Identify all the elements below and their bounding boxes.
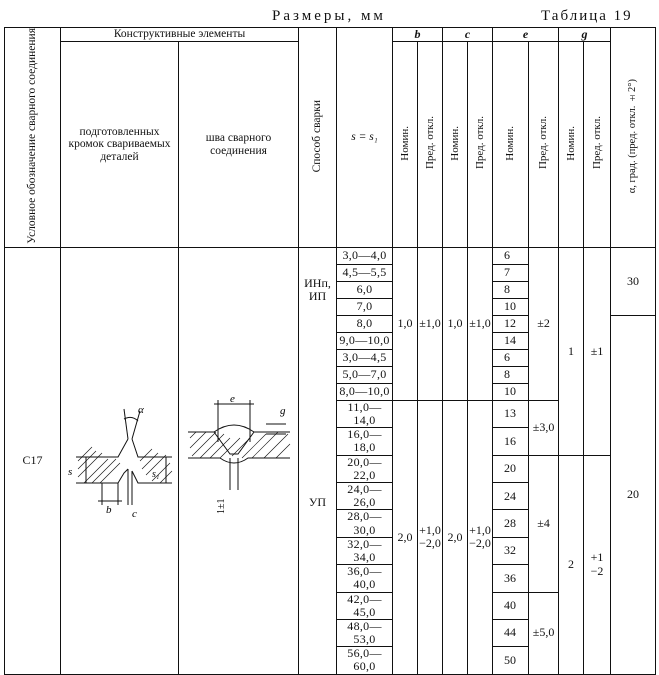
g-nom-group2: 2 — [559, 455, 584, 674]
b-dev-group1: ±1,0 — [418, 247, 443, 400]
s-value: 32,0—34,0 — [337, 537, 393, 564]
seam-drawing-cell — [179, 247, 299, 674]
s-header: s = s₁ — [337, 28, 393, 248]
weld-seam-drawing — [180, 394, 298, 524]
e-value: 7 — [493, 264, 529, 281]
e-value: 12 — [493, 315, 529, 332]
c-nom-group2: 2,0 — [443, 400, 468, 674]
alpha-header-text: α, град. (пред. откл. ±2°) — [627, 78, 639, 193]
weld-seam-header: шва сварного соединения — [179, 42, 299, 248]
e-dev-3: ±4 — [529, 455, 559, 592]
s-value: 28,0—30,0 — [337, 510, 393, 537]
s-value: 20,0—22,0 — [337, 455, 393, 482]
e-dev-2: ±3,0 — [529, 400, 559, 455]
e-label: e — [229, 394, 235, 406]
alpha-header — [611, 28, 656, 248]
s-value: 3,0—4,0 — [337, 247, 393, 264]
s-label: s — [67, 466, 72, 479]
g-dev-text: Пред. откл. — [591, 116, 603, 170]
tolerance-label: 1±1 — [215, 498, 227, 515]
b-dev-group2: +1,0 −2,0 — [418, 400, 443, 674]
c-dev-header — [468, 42, 493, 248]
e-dev-4: ±5,0 — [529, 592, 559, 674]
e-value: 10 — [493, 383, 529, 400]
s-value: 8,0 — [337, 315, 393, 332]
e-value: 16 — [493, 428, 529, 455]
s-value: 6,0 — [337, 281, 393, 298]
c-nom-header — [443, 42, 468, 248]
designation-header-text: Условное обозначение сварного соединения — [26, 28, 39, 244]
g-dev-group1: ±1 — [584, 247, 611, 455]
method-header-text: Способ сварки — [311, 99, 324, 173]
e-value: 24 — [493, 483, 529, 510]
alpha-label: α — [137, 404, 144, 417]
g-nom-header — [559, 42, 584, 248]
table-number: Таблица 19 — [541, 8, 633, 24]
e-value: 8 — [493, 281, 529, 298]
b-dev-header — [418, 42, 443, 248]
b-header: b — [393, 28, 443, 42]
s-value: 7,0 — [337, 298, 393, 315]
e-header: e — [493, 28, 559, 42]
method-up: УП — [299, 332, 337, 674]
edges-preparation-drawing — [62, 399, 178, 519]
e-value: 36 — [493, 565, 529, 592]
g-dev-group2: +1 −2 — [584, 455, 611, 674]
c-dev-text: Пред. откл. — [473, 116, 486, 170]
e-value: 8 — [493, 366, 529, 383]
g-header: g — [559, 28, 611, 42]
method-header — [299, 28, 337, 248]
s-value: 3,0—4,5 — [337, 349, 393, 366]
s-value: 4,5—5,5 — [337, 264, 393, 281]
e-value: 50 — [493, 647, 529, 674]
e-nom-text: Номин. — [504, 125, 517, 161]
b-nom-group1: 1,0 — [393, 247, 418, 400]
e-value: 10 — [493, 298, 529, 315]
e-value: 6 — [493, 349, 529, 366]
e-value: 14 — [493, 332, 529, 349]
method-inp-ip: ИНп, ИП — [299, 247, 337, 332]
c-nom-text: Номин. — [448, 125, 461, 161]
alpha-30: 30 — [611, 247, 656, 315]
s-value: 9,0—10,0 — [337, 332, 393, 349]
b-nom-group2: 2,0 — [393, 400, 418, 674]
s-value: 11,0—14,0 — [337, 400, 393, 427]
g-dev-header — [584, 42, 611, 248]
e-value: 20 — [493, 455, 529, 482]
c-header: c — [443, 28, 493, 42]
alpha-20: 20 — [611, 315, 656, 674]
s1-label: s₁ — [151, 469, 159, 481]
e-value: 40 — [493, 592, 529, 619]
g-nom-text: Номин. — [565, 125, 577, 161]
s-value: 5,0—7,0 — [337, 366, 393, 383]
designation-header — [5, 28, 61, 248]
s-value: 36,0—40,0 — [337, 565, 393, 592]
e-value: 6 — [493, 247, 529, 264]
c-dev-group1: ±1,0 — [468, 247, 493, 400]
c-label: c — [131, 508, 137, 520]
e-value: 13 — [493, 400, 529, 427]
b-label: b — [105, 504, 111, 517]
b-dev-text: Пред. откл. — [423, 116, 436, 170]
e-dev-text: Пред. откл. — [537, 116, 550, 170]
dimensions-table — [4, 27, 656, 675]
e-value: 44 — [493, 619, 529, 646]
e-nom-header — [493, 42, 529, 248]
b-nom-text: Номин. — [398, 125, 411, 161]
dimensions-caption: Размеры, мм — [272, 8, 386, 24]
e-dev-header — [529, 42, 559, 248]
c-dev-group2: +1,0 −2,0 — [468, 400, 493, 674]
constructive-header: Конструктивные элементы — [61, 28, 299, 42]
e-value: 28 — [493, 510, 529, 537]
s-value: 56,0—60,0 — [337, 647, 393, 674]
edges-drawing-cell — [61, 247, 179, 674]
c-nom-group1: 1,0 — [443, 247, 468, 400]
table-title-bar — [0, 6, 659, 24]
g-nom-group1: 1 — [559, 247, 584, 455]
e-dev-1: ±2 — [529, 247, 559, 400]
s-value: 24,0—26,0 — [337, 483, 393, 510]
s-value: 16,0—18,0 — [337, 428, 393, 455]
b-nom-header — [393, 42, 418, 248]
prepared-edges-header: подготовленных кромок свариваемых деталей — [61, 42, 179, 248]
s-value: 8,0—10,0 — [337, 383, 393, 400]
g-label: g — [279, 405, 285, 418]
s-value: 42,0—45,0 — [337, 592, 393, 619]
designation-cell: С17 — [5, 247, 61, 674]
s-value: 48,0—53,0 — [337, 619, 393, 646]
e-value: 32 — [493, 537, 529, 564]
